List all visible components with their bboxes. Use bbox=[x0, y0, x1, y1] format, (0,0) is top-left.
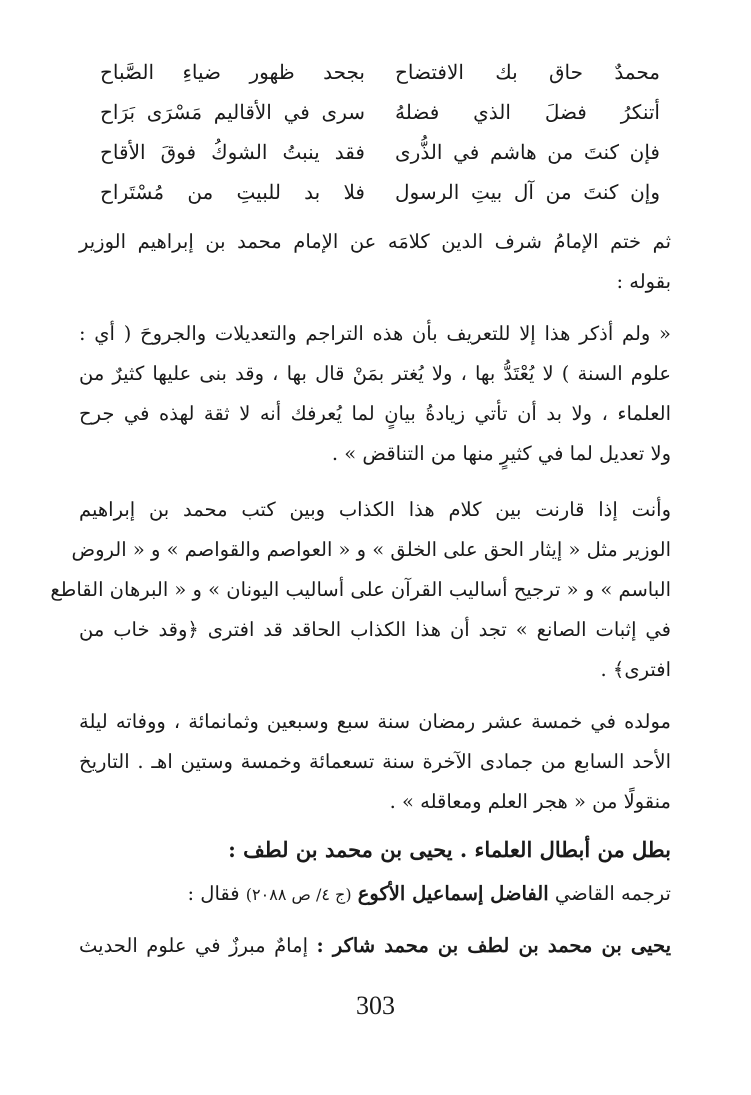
verse-second-hemistich: سرى في الأقاليم مَسْرَى بَرَاح bbox=[100, 100, 365, 124]
text-line: علوم السنة ) لا يُعْتَدُّ بها ، ولا يُغتر بمَنْ قال بها ، وقد بنى عليها كثيرٌ من bbox=[79, 362, 671, 385]
text-line: الوزير مثل « إيثار الحق على الخلق » و « العواصم والقواصم » و « الروض bbox=[71, 538, 671, 561]
text-line: منقولًا من « هجر العلم ومعاقله » . bbox=[389, 790, 671, 813]
text-line: بقوله : bbox=[616, 270, 671, 293]
translator-reference: (ج ٤/ ص ٢٠٨٨) bbox=[245, 885, 352, 904]
biography-first-line bbox=[79, 926, 671, 966]
verse-first-hemistich: فإن كنتَ من هاشم في الذُّرى bbox=[395, 140, 660, 164]
text-line: العلماء ، ولا بد أن تأتي زيادةُ بيانٍ لما يُعرفك أنه لا ثقة لهذه في جرح bbox=[79, 402, 671, 425]
text-line: مولده في خمسة عشر رمضان سنة سبع وسبعين وثمانمائة ، ووفاته ليلة bbox=[79, 710, 671, 733]
biography-name: يحيى بن محمد بن لطف بن محمد شاكر : bbox=[316, 934, 671, 957]
section-heading: بطل من أبطال العلماء . يحيى بن محمد بن لطف : bbox=[228, 837, 671, 862]
poem-verse bbox=[100, 172, 660, 212]
verse-first-hemistich: أتنكرُ فضلَ الذي فضلهُ bbox=[395, 100, 660, 124]
text-line: « ولم أذكر هذا إلا للتعريف بأن هذه التراجم والتعديلات والجروحَ ( أي : bbox=[79, 322, 671, 345]
verse-second-hemistich: فلا بد للبيتِ من مُسْتَراح bbox=[100, 180, 365, 204]
text-line: الباسم » و « ترجيح أساليب القرآن على أساليب اليونان » و « البرهان القاطع bbox=[50, 578, 671, 601]
verse-second-hemistich: فقد ينبتُ الشوكُ فوقَ الأقاح bbox=[100, 140, 365, 164]
paragraph-dates bbox=[79, 702, 671, 822]
text-line: ثم ختم الإمامُ شرف الدين كلامَه عن الإمام محمد بن إبراهيم الوزير bbox=[79, 230, 671, 253]
translator-prefix: ترجمه القاضي bbox=[554, 882, 671, 905]
translator-suffix: فقال : bbox=[187, 882, 240, 905]
text-line: في إثبات الصانع » تجد أن هذا الكذاب الحاقد قد افترى ﴿وقد خاب من bbox=[79, 618, 671, 641]
paragraph-comparison bbox=[50, 490, 671, 690]
paragraph-quote bbox=[79, 314, 671, 474]
page-number: 303 bbox=[356, 991, 395, 1020]
text-line: الأحد السابع من جمادى الآخرة سنة تسعمائة وخمسة وستين اهـ . التاريخ bbox=[79, 750, 671, 773]
poem bbox=[100, 52, 660, 212]
poem-verse bbox=[100, 132, 660, 172]
verse-second-hemistich: بجحد ظهور ضياءِ الصَّباح bbox=[100, 60, 365, 84]
translator-line bbox=[188, 874, 671, 915]
verse-first-hemistich: محمدٌ حاق بك الافتضاح bbox=[395, 60, 660, 84]
paragraph-intro bbox=[79, 222, 671, 302]
poem-verse bbox=[100, 52, 660, 92]
text-line: ولا تعديل لما في كثيرٍ منها من التناقض » . bbox=[331, 442, 671, 465]
text-line: افترى﴾ . bbox=[600, 658, 671, 681]
poem-verse bbox=[100, 92, 660, 132]
translator-name: الفاضل إسماعيل الأكوع bbox=[357, 882, 549, 905]
biography-text: إمامٌ مبرزٌ في علوم الحديث bbox=[79, 934, 308, 957]
text-line: وأنت إذا قارنت بين كلام هذا الكذاب وبين كتب محمد بن إبراهيم bbox=[79, 498, 671, 521]
verse-first-hemistich: وإن كنتَ من آل بيتِ الرسول bbox=[395, 180, 660, 204]
